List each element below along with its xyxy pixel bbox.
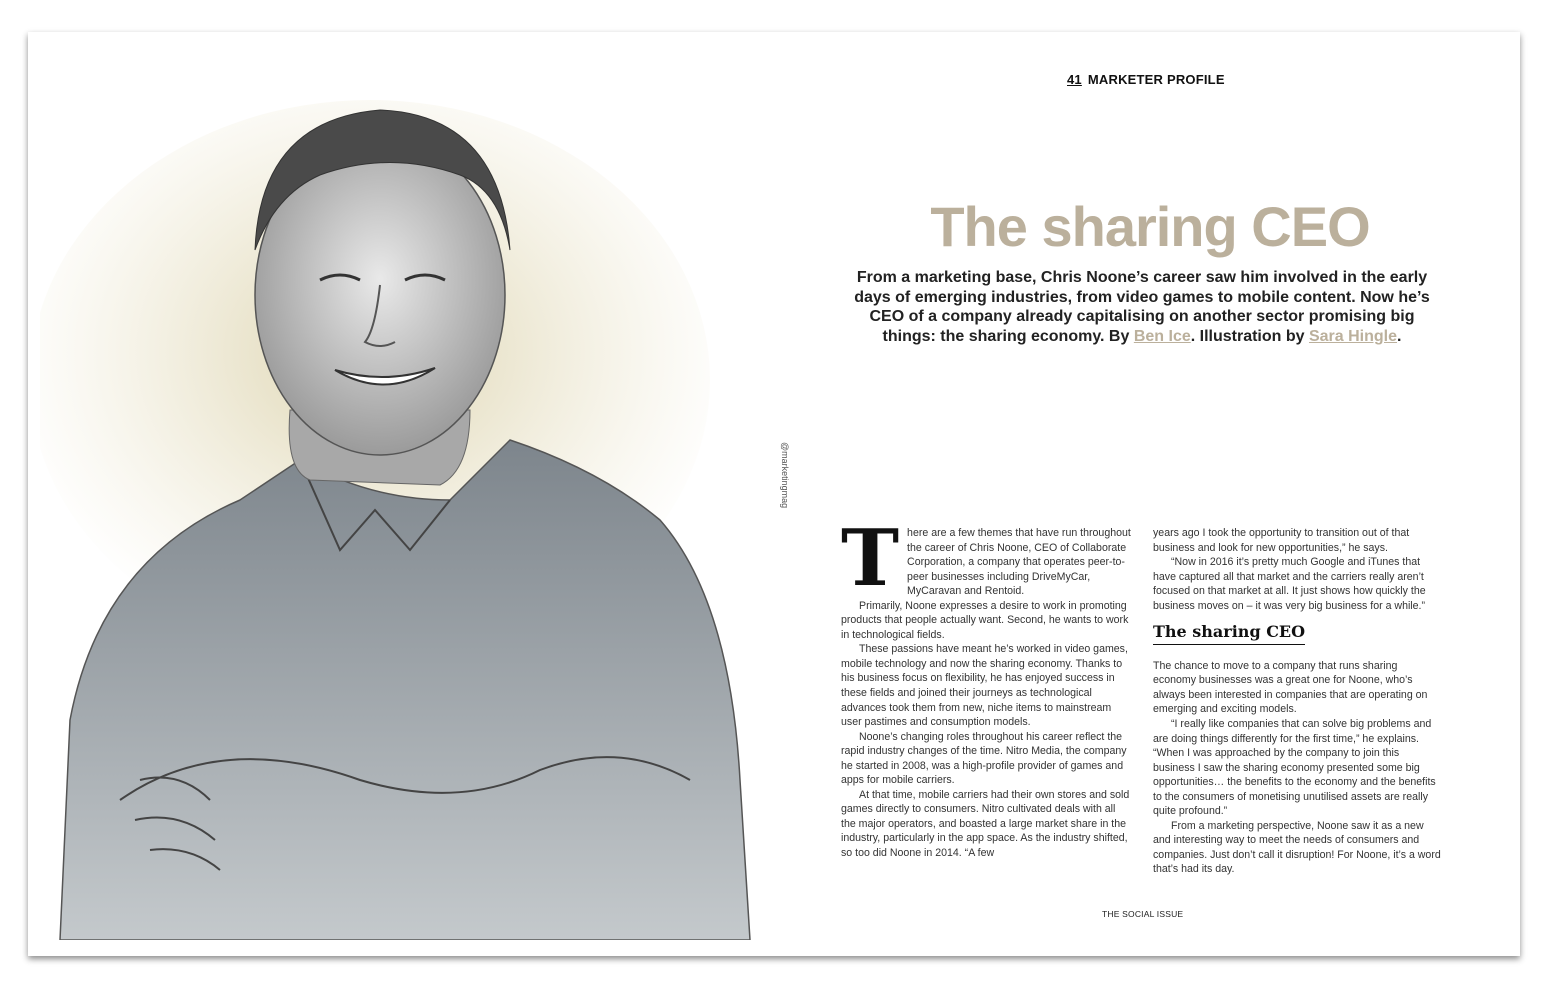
page-header (1067, 72, 1225, 87)
section-label: MARKETER PROFILE (1087, 72, 1225, 87)
body-column-2 (1153, 526, 1443, 877)
paragraph: Primarily, Noone expresses a desire to work in promoting products that people actually want. Second, he wants to work in technological fields. (841, 599, 1129, 641)
drop-cap: T (841, 513, 900, 604)
paragraph: here are a few themes that have run throughout the career of Chris Noone, CEO of Collaborate Corporation, a company that operates peer-to-peer businesses including DriveMyCar, MyCaravan and Rentoid. (907, 527, 1131, 598)
issue-footer: THE SOCIAL ISSUE (1102, 909, 1184, 919)
page-number: 41 (1067, 72, 1082, 87)
standfirst (842, 268, 1442, 346)
author-link[interactable]: Ben Ice (1133, 327, 1191, 345)
paragraph: years ago I took the opportunity to transition out of that business and look for new opportunities,” he says. (1153, 527, 1410, 554)
portrait-illustration (40, 80, 780, 940)
paragraph: From a marketing perspective, Noone saw it as a new and interesting way to meet the needs of consumers and companies. Just don’t call it disruption! For Noone, it’s a word that’s had its day. (1153, 819, 1441, 876)
article-title: The sharing CEO (930, 195, 1370, 258)
paragraph: “I really like companies that can solve big problems and are doing things differently for the first time,” he explains. “When I was approached by the company to join this business I saw the sharing economy presented some big opportunities… the benefits to the economy and the benefits to the consumers of monetising unutilised assets are really quite profound.” (1153, 718, 1436, 818)
standfirst-text: From a marketing base, Chris Noone’s career saw him involved in the early days of emerging industries, from video games to mobile content. Now he’s CEO of a company already capitalising on another sector promising big things: the sharing economy. By (854, 269, 1430, 345)
social-handle: @marketingmag (780, 442, 790, 509)
subheading: The sharing CEO (1153, 625, 1305, 645)
body-column-1 (841, 513, 1131, 861)
paragraph: Noone’s changing roles throughout his career reflect the rapid industry changes of the time. Nitro Media, the company he started in 2008, was a high-profile provider of games and apps for mobile carriers. (841, 730, 1127, 787)
illustrator-link[interactable]: Sara Hingle (1308, 327, 1398, 345)
illustration-credit-text: . Illustration by (1190, 327, 1309, 345)
standfirst-end: . (1397, 327, 1402, 345)
paragraph: “Now in 2016 it’s pretty much Google and iTunes that have captured all that market and the carriers really aren’t focused on that market at all. It just shows how quickly the business moves on – it was very big business for a while.” (1153, 556, 1426, 612)
paragraph: These passions have meant he’s worked in video games, mobile technology and now the sharing economy. Thanks to his business focus on flexibility, he has enjoyed success in these fields and joined their journeys as technological advances took them from new, niche items to mainstream user pastimes and consumption models. (841, 643, 1128, 729)
paragraph: The chance to move to a company that runs sharing economy businesses was a great one for Noone, who’s always been interested in companies that are operating on emerging and exciting models. (1153, 659, 1428, 716)
paragraph: At that time, mobile carriers had their own stores and sold games directly to consumers. Nitro cultivated deals with all the major operators, and boasted a large market share in the industry, particularly in the app space. As the industry shifted, so too did Noone in 2014. “A few (841, 788, 1130, 860)
